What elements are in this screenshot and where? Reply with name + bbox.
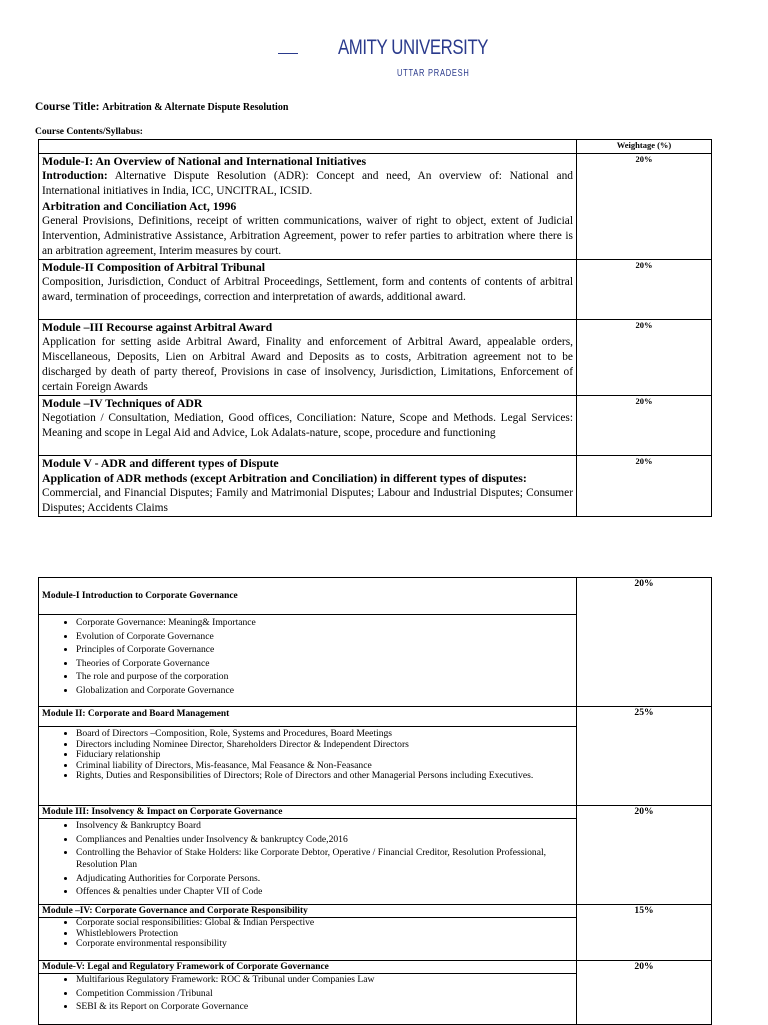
list-item: • Rights, Duties and Responsibilities of Directors; Role of Directors and other Managerial Persons including Executives. [76,771,573,782]
module-weight: 20% [577,396,712,456]
list-item: • Globalization and Corporate Governance [76,685,573,697]
module-heading-cell [39,578,577,615]
header-rule [278,53,298,54]
list-item: • Directors including Nominee Director, Shareholders Director & Independent Directors [76,740,573,751]
module-items-cell [39,727,577,806]
module-item-list [42,729,573,782]
corporate-governance-table [38,577,712,1025]
list-item: • Criminal liability of Directors, Mis-feasance, Mal Feasance & Non-Feasance [76,761,573,772]
table-row [39,961,712,974]
module-heading: Module-I Introduction to Corporate Governance [42,591,238,601]
module-weight: 20% [577,961,712,1025]
table-row [39,707,712,727]
module-heading: Module –IV: Corporate Governance and Corporate Responsibility [42,906,308,916]
table-row [39,260,712,320]
module-intro [42,169,573,199]
table-row [39,905,712,918]
list-item: • Competition Commission /Tribunal [76,988,573,1000]
module-heading: Module III: Insolvency & Impact on Corporate Governance [42,807,283,817]
module-weight: 25% [577,707,712,806]
list-item: • Compliances and Penalties under Insolvency & bankruptcy Code,2016 [76,834,573,846]
module-cell [39,456,577,517]
adr-syllabus-table [38,139,712,517]
table-header-blank [39,140,577,154]
module-cell [39,154,577,260]
university-campus: UTTAR PRADESH [397,68,470,79]
module-heading-cell [39,707,577,727]
list-item: • Corporate Governance: Meaning& Importance [76,617,573,629]
list-item: • Offences & penalties under Chapter VII of Code [76,886,573,898]
course-title-label: Course Title: [35,101,100,113]
module-item-list [42,820,573,898]
list-item: • Theories of Corporate Governance [76,658,573,670]
module-heading-cell [39,806,577,819]
module-items-cell [39,974,577,1025]
module-weight: 20% [577,154,712,260]
intro-label: Introduction: [42,170,108,182]
module-item-list [42,617,573,697]
module-heading: Module –III Recourse against Arbitral Award [42,320,273,334]
module-heading: Module –IV Techniques of ADR [42,396,203,410]
module-weight: 15% [577,905,712,961]
list-item: • Board of Directors –Composition, Role, Systems and Procedures, Board Meetings [76,729,573,740]
table-header-row [39,140,712,154]
module-cell [39,320,577,396]
module-weight: 20% [577,260,712,320]
table-row [39,806,712,819]
list-item: • Whistleblowers Protection [76,929,573,940]
module-cell [39,396,577,456]
list-item: • Evolution of Corporate Governance [76,631,573,643]
module-subheading: Application of ADR methods (except Arbitration and Conciliation) in different types of disputes: [42,471,527,485]
module-items-cell [39,615,577,707]
module-heading: Module-II Composition of Arbitral Tribunal [42,260,266,274]
module-text: Application for setting aside Arbitral Award, Finality and enforcement of Arbitral Award, appealable orders, Miscellaneous, Deposits, Lien on Arbitral Award and Deposits as to costs, Arbitration agreement not to be discharged by death of party thereof, Provisions in case of insolvency, Jurisdiction, Limitations, Enforcement of certain Foreign Awards [42,336,573,393]
list-item: • SEBI & its Report on Corporate Governance [76,1001,573,1013]
module-text: Composition, Jurisdiction, Conduct of Arbitral Proceedings, Settlement, form and contents of contents of arbitral award, termination of proceedings, correction and interpretation of awards, additional award. [42,276,573,303]
table-row [39,396,712,456]
module-item-list [42,918,573,950]
module-weight: 20% [577,578,712,707]
module-heading: Module II: Corporate and Board Management [42,709,230,719]
list-item: • Corporate environmental responsibility [76,939,573,950]
list-item: • Multifarious Regulatory Framework: ROC & Tribunal under Companies Law [76,974,573,986]
list-item: • The role and purpose of the corporation [76,671,573,683]
module-heading-cell [39,961,577,974]
list-item: • Principles of Corporate Governance [76,644,573,656]
list-item: • Controlling the Behavior of Stake Holders: like Corporate Debtor, Operative / Financial Creditor, Resolution Professional, Resolution Plan [76,847,573,871]
course-title-value: Arbitration & Alternate Dispute Resolution [102,102,289,113]
list-item: • Insolvency & Bankruptcy Board [76,820,573,832]
weightage-header: Weightage (%) [577,140,712,154]
module-text: General Provisions, Definitions, receipt of written communications, waiver of right to object, extent of Judicial Intervention, Administrative Assistance, Arbitration Agreement, power to refer parties to arbitration where there is an arbitration agreement, Interim measures by court. [42,215,573,257]
intro-text: Alternative Dispute Resolution (ADR): Concept and need, An overview of: National and International initiatives in India, ICC, UNCITRAL, ICSID. [42,170,573,197]
list-item: • Adjudicating Authorities for Corporate Persons. [76,873,573,885]
module-item-list [42,974,573,1013]
module-cell [39,260,577,320]
list-item: • Fiduciary relationship [76,750,573,761]
module-subheading: Arbitration and Conciliation Act, 1996 [42,199,237,213]
module-weight: 20% [577,456,712,517]
table-row [39,320,712,396]
module-weight: 20% [577,806,712,905]
module-heading: Module-I: An Overview of National and International Initiatives [42,154,367,168]
module-items-cell [39,819,577,905]
list-item: • Corporate social responsibilities: Global & Indian Perspective [76,918,573,929]
university-name: AMITY UNIVERSITY [338,36,489,59]
table-row [39,154,712,260]
module-heading: Module V - ADR and different types of Dispute [42,456,279,470]
module-text: Negotiation / Consultation, Mediation, Good offices, Conciliation: Nature, Scope and Methods. Legal Services: Meaning and scope in Legal Aid and Advice, Lok Adalats-nature, scope, procedure and functioning [42,412,573,439]
course-contents-label: Course Contents/Syllabus: [35,127,143,137]
table-row [39,578,712,615]
module-heading: Module-V: Legal and Regulatory Framework of Corporate Governance [42,962,329,972]
table-row [39,456,712,517]
module-items-cell [39,918,577,961]
module-heading-cell [39,905,577,918]
module-text: Commercial, and Financial Disputes; Family and Matrimonial Disputes; Labour and Industrial Disputes; Consumer Disputes; Accidents Claims [42,487,573,514]
module-weight: 20% [577,320,712,396]
course-title [35,101,288,113]
